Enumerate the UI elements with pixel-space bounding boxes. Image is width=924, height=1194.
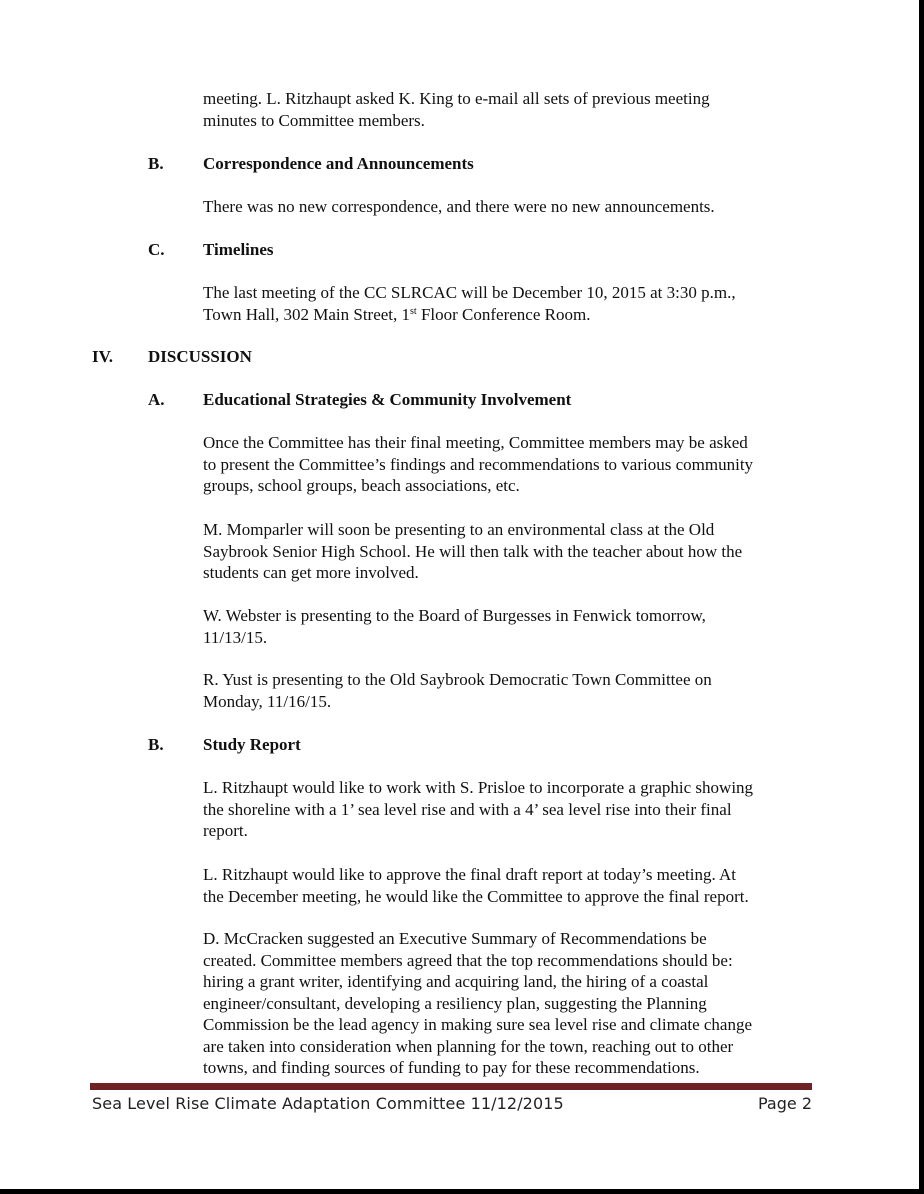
section-b1-text: There was no new correspondence, and there were no new announcements. [203, 197, 715, 216]
text-line: Commission be the lead agency in making sure sea level rise and climate change [203, 1015, 753, 1034]
text-line: Once the Committee has their final meeting, Committee members may be asked [203, 433, 748, 452]
text-line: groups, school groups, beach associations, etc. [203, 476, 520, 495]
page-edge-bottom [0, 1189, 924, 1194]
page-edge-right [919, 0, 924, 1194]
text-line: 11/13/15. [203, 627, 268, 647]
text-line: created. Committee members agreed that the top recommendations should be: [203, 950, 733, 970]
section-b2-paragraph-1 [203, 777, 818, 842]
section-c-title: Timelines [203, 240, 274, 259]
text-line: L. Ritzhaupt would like to work with S. Prisloe to incorporate a graphic showing [203, 778, 754, 797]
intro-paragraph [203, 88, 818, 131]
section-a-paragraph-4 [203, 669, 818, 712]
intro-line-1: meeting. L. Ritzhaupt asked K. King to e-mail all sets of previous meeting [203, 89, 710, 108]
section-c-label: C. [148, 240, 165, 259]
section-a-paragraph-3 [203, 605, 818, 648]
section-b2-label: B. [148, 735, 164, 754]
section-c-line-1: The last meeting of the CC SLRCAC will be December 10, 2015 at 3:30 p.m., [203, 283, 736, 302]
intro-line-2: minutes to Committee members. [203, 110, 425, 130]
text-line: the shoreline with a 1’ sea level rise and with a 4’ sea level rise into their final [203, 799, 732, 819]
discussion-numeral: IV. [92, 347, 113, 366]
text-line: Saybrook Senior High School. He will then talk with the teacher about how the [203, 541, 743, 561]
section-a-title: Educational Strategies & Community Involvement [203, 390, 572, 409]
section-c-text [203, 282, 818, 325]
section-b2-paragraph-2 [203, 864, 818, 907]
section-b1-title: Correspondence and Announcements [203, 154, 474, 173]
text-line: Monday, 11/16/15. [203, 691, 332, 711]
section-b2-title: Study Report [203, 735, 301, 754]
text-line: engineer/consultant, developing a resiliency plan, suggesting the Planning [203, 993, 707, 1013]
section-a-paragraph-2 [203, 519, 818, 584]
text-line: towns, and finding sources of funding to pay for these recommendations. [203, 1058, 700, 1077]
text-line: L. Ritzhaupt would like to approve the final draft report at today’s meeting. At [203, 865, 737, 884]
text-line: report. [203, 821, 248, 840]
section-c-sup: st [410, 305, 417, 317]
text-line: M. Momparler will soon be presenting to an environmental class at the Old [203, 520, 715, 539]
text-line: students can get more involved. [203, 563, 419, 582]
text-line: to present the Committee’s findings and recommendations to various community [203, 454, 754, 474]
section-b1-label: B. [148, 154, 164, 173]
page-number: Page 2 [758, 1094, 812, 1113]
text-line: the December meeting, he would like the Committee to approve the final report. [203, 886, 749, 906]
section-c-line-2a: Town Hall, 302 Main Street, 1 [203, 304, 411, 324]
discussion-heading: DISCUSSION [148, 347, 252, 366]
footer-title: Sea Level Rise Climate Adaptation Committee 11/12/2015 [92, 1094, 564, 1113]
text-line: are taken into consideration when planning for the town, reaching out to other [203, 1036, 734, 1056]
section-a-label: A. [148, 390, 165, 409]
section-c-line-2b: Floor Conference Room. [416, 304, 591, 324]
section-b2-paragraph-3 [203, 928, 818, 1079]
footer-rule [90, 1083, 812, 1090]
text-line: R. Yust is presenting to the Old Saybrook Democratic Town Committee on [203, 670, 712, 689]
text-line: W. Webster is presenting to the Board of Burgesses in Fenwick tomorrow, [203, 606, 706, 625]
text-line: hiring a grant writer, identifying and acquiring land, the hiring of a coastal [203, 972, 709, 991]
text-line: D. McCracken suggested an Executive Summary of Recommendations be [203, 929, 707, 948]
section-a-paragraph-1 [203, 432, 818, 497]
